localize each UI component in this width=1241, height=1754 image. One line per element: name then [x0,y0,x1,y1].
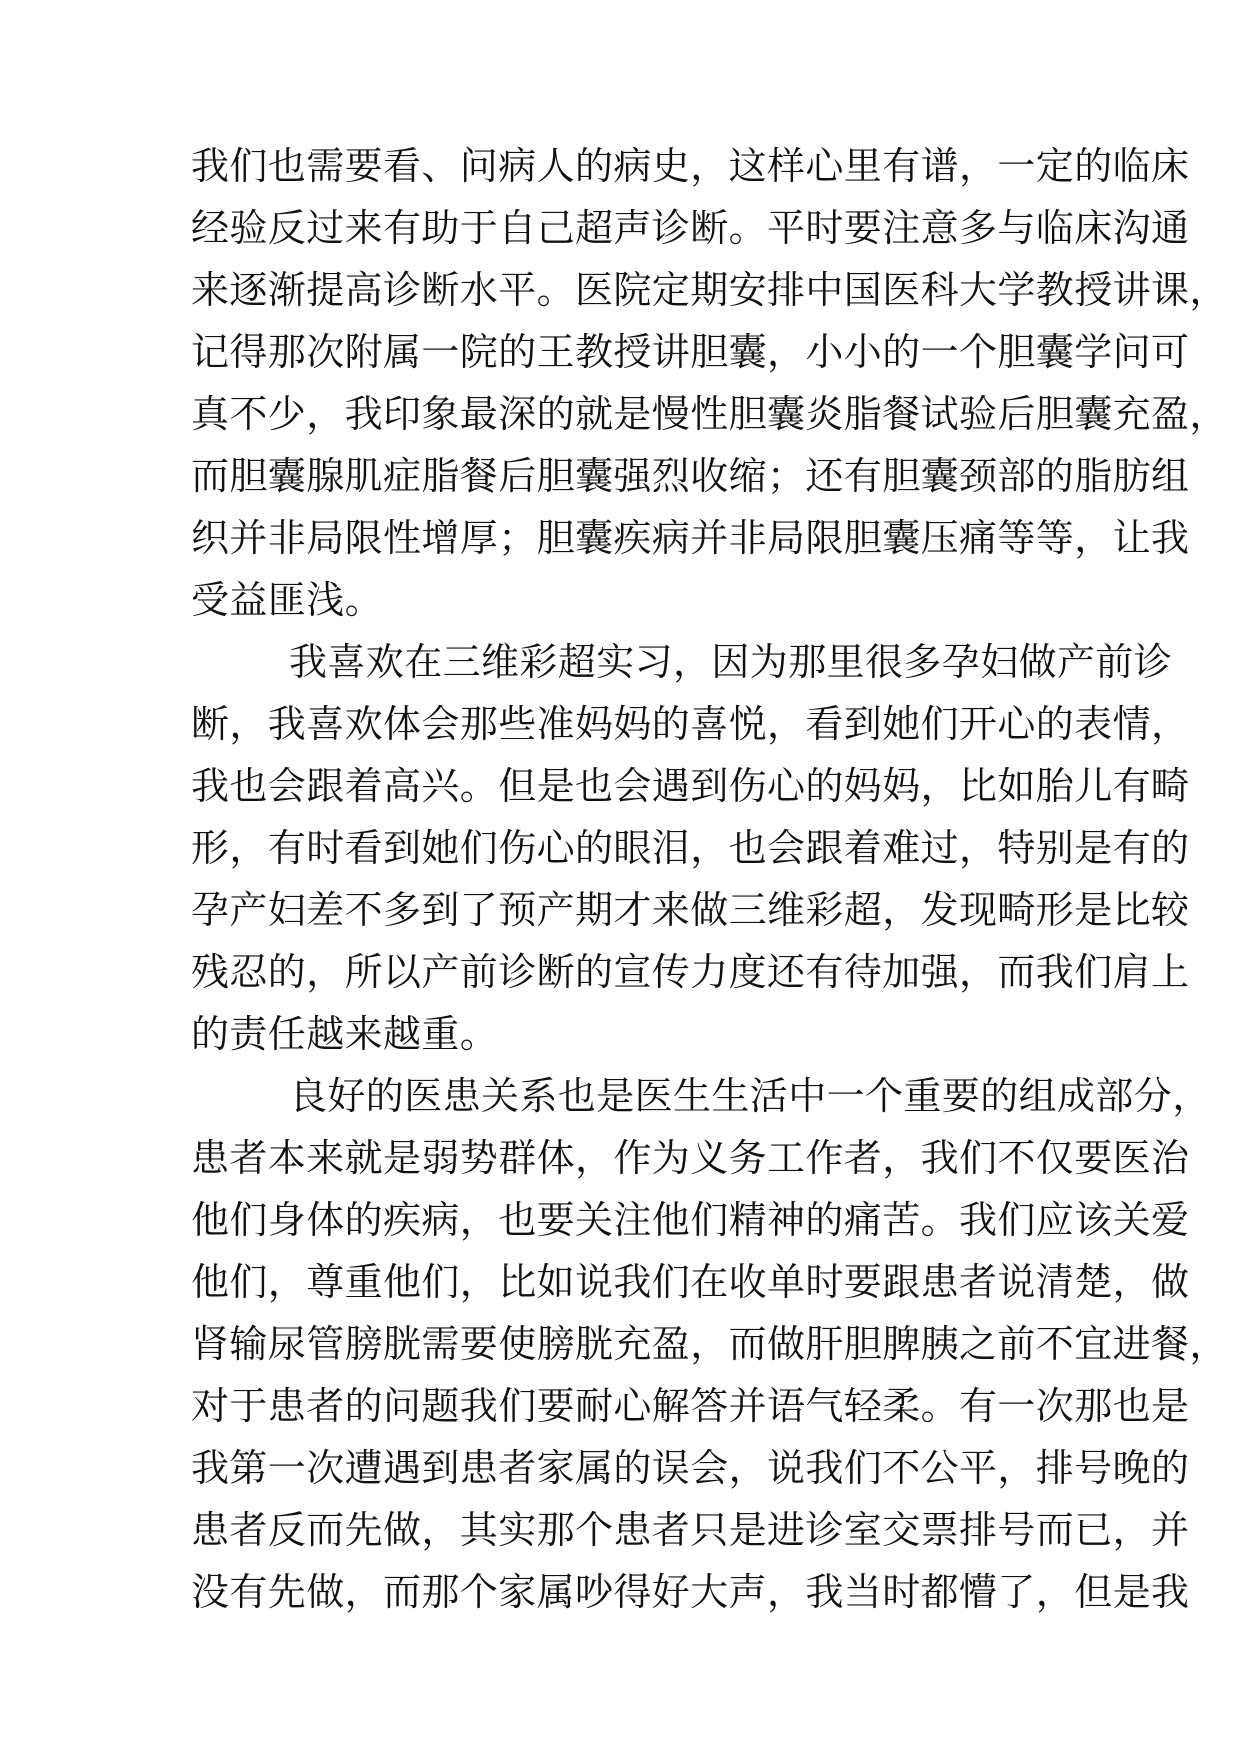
text-line: 他们身体的疾病，也要关注他们精神的痛苦。我们应该关爱 [191,1198,1190,1242]
text-line: 而胆囊腺肌症脂餐后胆囊强烈收缩；还有胆囊颈部的脂肪组 [191,454,1190,498]
text-line: 我们也需要看、问病人的病史，这样心里有谱，一定的临床 [191,144,1190,188]
text-line: 患者本来就是弱势群体，作为义务工作者，我们不仅要医治 [191,1136,1190,1180]
text-line: 我第一次遭遇到患者家属的误会，说我们不公平，排号晚的 [191,1446,1190,1490]
text-line: 形，有时看到她们伤心的眼泪，也会跟着难过，特别是有的 [191,826,1190,870]
text-line: 断，我喜欢体会那些准妈妈的喜悦，看到她们开心的表情， [191,702,1190,746]
text-line: 没有先做，而那个家属吵得好大声，我当时都懵了，但是我 [191,1570,1190,1614]
paragraph-start-line: 良好的医患关系也是医生生活中一个重要的组成部分， [289,1074,1211,1118]
text-line: 经验反过来有助于自己超声诊断。平时要注意多与临床沟通 [191,206,1190,250]
text-line: 的责任越来越重。 [191,1012,499,1056]
text-line: 我也会跟着高兴。但是也会遇到伤心的妈妈，比如胎儿有畸 [191,764,1190,808]
text-line: 受益匪浅。 [191,578,384,622]
text-line: 他们，尊重他们，比如说我们在收单时要跟患者说清楚，做 [191,1260,1190,1304]
text-line: 孕产妇差不多到了预产期才来做三维彩超，发现畸形是比较 [191,888,1190,932]
text-line: 织并非局限性增厚；胆囊疾病并非局限胆囊压痛等等，让我 [191,516,1190,560]
text-line: 来逐渐提高诊断水平。医院定期安排中国医科大学教授讲课， [191,268,1228,312]
paragraph-start-line: 我喜欢在三维彩超实习，因为那里很多孕妇做产前诊 [289,640,1173,684]
body-text [191,135,1228,1623]
text-line: 残忍的，所以产前诊断的宣传力度还有待加强，而我们肩上 [191,950,1190,994]
text-line: 肾输尿管膀胱需要使膀胱充盈，而做肝胆脾胰之前不宜进餐， [191,1322,1228,1366]
text-line: 患者反而先做，其实那个患者只是进诊室交票排号而已，并 [191,1508,1190,1552]
text-line: 记得那次附属一院的王教授讲胆囊，小小的一个胆囊学问可 [191,330,1190,374]
text-line: 真不少，我印象最深的就是慢性胆囊炎脂餐试验后胆囊充盈， [191,392,1228,436]
text-line: 对于患者的问题我们要耐心解答并语气轻柔。有一次那也是 [191,1384,1190,1428]
